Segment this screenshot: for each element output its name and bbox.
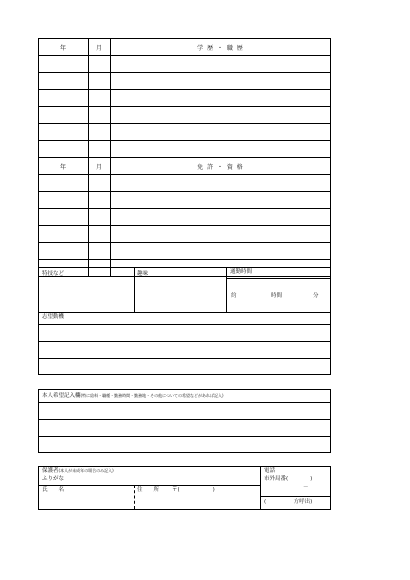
requests-title <box>42 394 224 400</box>
hobbies-field[interactable] <box>135 280 225 311</box>
guardian-label-text: 保護者 <box>42 468 59 474</box>
table-row <box>39 141 331 158</box>
hobbies-label: 趣味 <box>137 271 149 277</box>
contact-via-field[interactable] <box>261 497 330 508</box>
year-cell[interactable] <box>39 243 89 260</box>
month-cell[interactable] <box>89 124 111 141</box>
commute-time-field[interactable] <box>227 280 330 311</box>
guardian-section <box>38 466 331 510</box>
postal-code-label: 〒( ) <box>172 487 215 493</box>
special-skills-field[interactable] <box>40 280 133 311</box>
commute-minutes-label: 分 <box>313 293 319 299</box>
table-row <box>39 192 331 209</box>
requests-note: (特に給料・職種・勤務時間・勤務地・その他についての希望などがあれば記入) <box>80 393 224 398</box>
education-header: 学 歴 ・ 職 歴 <box>111 39 331 56</box>
table-row <box>39 107 331 124</box>
table-row <box>39 124 331 141</box>
entry-cell[interactable] <box>111 73 331 90</box>
month-cell[interactable] <box>89 175 111 192</box>
entry-cell[interactable] <box>111 243 331 260</box>
year-cell[interactable] <box>39 56 89 73</box>
month-cell[interactable] <box>89 107 111 124</box>
motivation-field[interactable] <box>40 325 330 374</box>
table-row <box>39 73 331 90</box>
guardian-name-label: 氏 名 <box>42 487 65 493</box>
license-header: 免 許 ・ 資 格 <box>111 158 331 175</box>
month-cell[interactable] <box>89 209 111 226</box>
requests-section <box>38 389 331 453</box>
phone-label: 電話 <box>264 468 276 474</box>
entry-cell[interactable] <box>111 175 331 192</box>
education-header-row <box>39 39 331 56</box>
furigana-label: ふりがな <box>42 476 65 482</box>
month-header: 月 <box>89 39 111 56</box>
table-row <box>39 56 331 73</box>
guardian-label <box>42 469 114 475</box>
year-cell[interactable] <box>39 226 89 243</box>
year-header: 年 <box>39 158 89 175</box>
year-cell[interactable] <box>39 209 89 226</box>
license-header-row <box>39 158 331 175</box>
entry-cell[interactable] <box>111 141 331 158</box>
area-code-label: 市外局番( ) <box>264 476 313 482</box>
table-row <box>39 226 331 243</box>
month-header: 月 <box>89 158 111 175</box>
month-cell[interactable] <box>89 90 111 107</box>
motivation-label: 志望動機 <box>42 314 65 320</box>
month-cell[interactable] <box>89 141 111 158</box>
requests-field[interactable] <box>40 403 330 451</box>
commute-approx-label: 約 <box>231 293 237 299</box>
year-cell[interactable] <box>39 73 89 90</box>
table-row <box>39 209 331 226</box>
year-cell[interactable] <box>39 124 89 141</box>
year-cell[interactable] <box>39 192 89 209</box>
entry-cell[interactable] <box>111 56 331 73</box>
year-cell[interactable] <box>39 175 89 192</box>
guardian-label-note: (本人が未成年の場合のみ記入) <box>58 468 114 473</box>
entry-cell[interactable] <box>111 192 331 209</box>
entry-cell[interactable] <box>111 124 331 141</box>
requests-title-text: 本人希望記入欄 <box>42 393 81 399</box>
table-row <box>39 90 331 107</box>
guardian-name-field[interactable] <box>40 486 133 508</box>
special-skills-label: 特技など <box>42 271 65 277</box>
contact-via-label: ( 方呼出) <box>264 499 313 505</box>
year-cell[interactable] <box>39 107 89 124</box>
phone-dash: － <box>303 485 309 491</box>
skills-section <box>38 267 331 375</box>
entry-cell[interactable] <box>111 209 331 226</box>
year-cell[interactable] <box>39 141 89 158</box>
entry-cell[interactable] <box>111 107 331 124</box>
commute-time-label: 通勤時間 <box>230 269 253 275</box>
month-cell[interactable] <box>89 226 111 243</box>
month-cell[interactable] <box>89 73 111 90</box>
history-table <box>38 38 331 277</box>
year-cell[interactable] <box>39 90 89 107</box>
year-header: 年 <box>39 39 89 56</box>
entry-cell[interactable] <box>111 90 331 107</box>
table-row <box>39 175 331 192</box>
guardian-address-field[interactable] <box>135 486 259 508</box>
month-cell[interactable] <box>89 192 111 209</box>
guardian-address-label: 住 所 <box>137 487 160 493</box>
phone-field[interactable] <box>261 475 330 495</box>
month-cell[interactable] <box>89 56 111 73</box>
table-row <box>39 243 331 260</box>
entry-cell[interactable] <box>111 226 331 243</box>
month-cell[interactable] <box>89 243 111 260</box>
commute-hours-label: 時間 <box>271 293 283 299</box>
